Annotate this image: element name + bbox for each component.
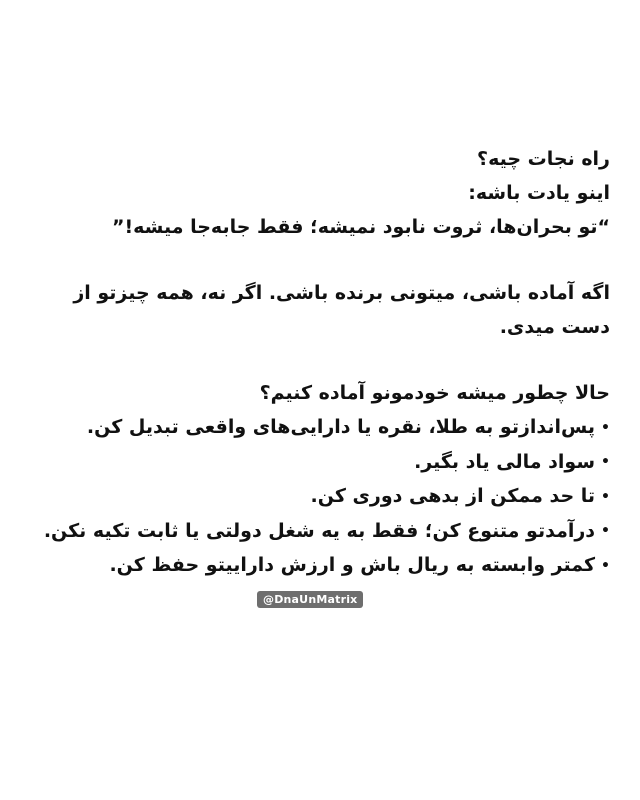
post-text bbox=[25, 142, 610, 583]
list-item bbox=[25, 548, 610, 583]
quote-line: “تو بحران‌ها، ثروت نابود نمیشه؛ فقط جابه‌جا میشه!” bbox=[111, 216, 610, 238]
title-line: راه نجات چیه؟ bbox=[477, 148, 610, 170]
watermark-label: @DnaUnMatrix bbox=[257, 591, 363, 608]
list-item bbox=[25, 514, 610, 549]
intro-line: اینو یادت باشه: bbox=[468, 182, 610, 204]
list-item bbox=[25, 479, 610, 514]
list-item bbox=[25, 410, 610, 445]
spacer bbox=[25, 344, 610, 376]
bullet-icon: • bbox=[601, 523, 610, 539]
paragraph-line-1: اگه آماده باشی، میتونی برنده باشی. اگر نه، همه چیزتو از bbox=[73, 282, 610, 304]
paragraph-line-2: دست میدی. bbox=[499, 316, 610, 338]
list-item-text: تا حد ممکن از بدهی دوری کن. bbox=[310, 485, 596, 507]
spacer bbox=[25, 244, 610, 276]
bullet-icon: • bbox=[601, 419, 610, 436]
list-item-text: کمتر وابسته به ریال باش و ارزش داراییتو حفظ کن. bbox=[109, 554, 596, 576]
bullet-icon: • bbox=[601, 488, 610, 505]
list-item-text: سواد مالی یاد بگیر. bbox=[414, 450, 596, 473]
list-item-text: درآمدتو متنوع کن؛ فقط به یه شغل دولتی یا ثابت تکیه نکن. bbox=[43, 519, 596, 542]
bullet-icon: • bbox=[601, 454, 610, 470]
bullet-icon: • bbox=[601, 557, 610, 574]
question-line: حالا چطور میشه خودمونو آماده کنیم؟ bbox=[259, 382, 610, 404]
list-item bbox=[25, 445, 610, 480]
list-item-text: پس‌اندازتو به طلا، نقره یا دارایی‌های واقعی تبدیل کن. bbox=[86, 416, 596, 438]
